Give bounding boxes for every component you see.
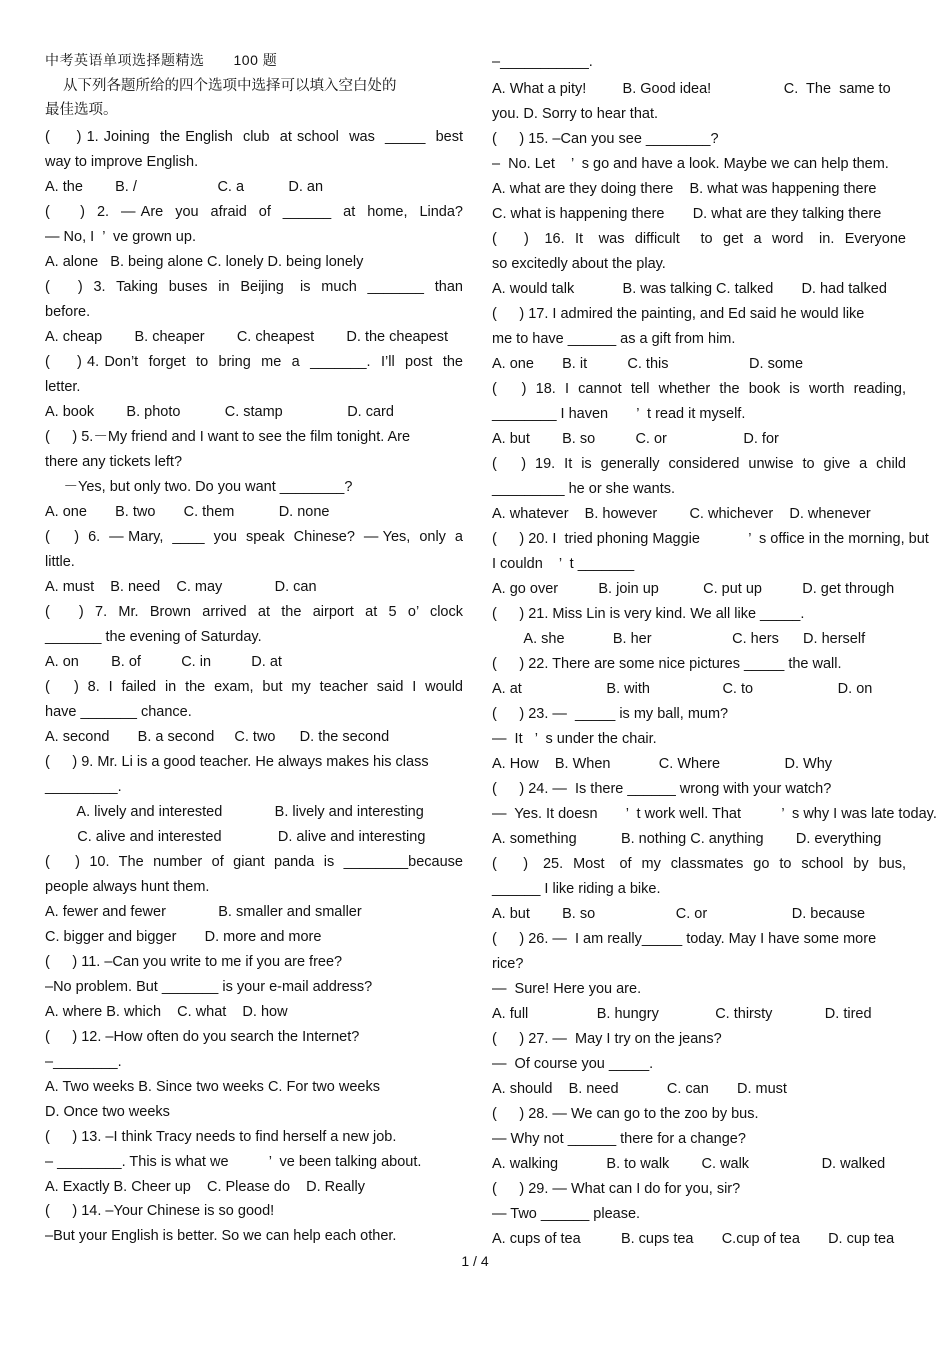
text-line: ( ) 9. Mr. Li is a good teacher. He always makes his class [45,754,429,770]
text-line: ______ I like riding a bike. [492,881,661,897]
text-line: little. [45,554,75,570]
text-line: ( ) 13. –I think Tracy needs to find herself a new job. [45,1129,397,1145]
text-line: A. Two weeks B. Since two weeks C. For two weeks [45,1079,380,1095]
text-line: A. at B. with C. to D. on [492,681,873,697]
text-line: I couldn ’ t _______ [492,556,635,572]
text-line: A. full B. hungry C. thirsty D. tired [492,1006,872,1022]
text-line: — Yes. It doesn ’ t work well. That ’ s why I was late today. [492,806,937,822]
text-line: A. How B. When C. Where D. Why [492,756,833,772]
text-line: ( ) 10. The number of giant panda is ________because [45,854,463,870]
text-line: A. alone B. being alone C. lonely D. being lonely [45,254,364,270]
text-line: — Why not ______ there for a change? [492,1131,746,1147]
text-line: –But your English is better. So we can help each other. [45,1228,397,1244]
text-line: have _______ chance. [45,704,192,720]
text-line: A. something B. nothing C. anything D. everything [492,831,882,847]
text-line: 最佳选项。 [45,102,118,118]
text-line: –________. [45,1054,122,1070]
text-line: A. What a pity! B. Good idea! C. The same to [492,81,891,97]
text-line: _________. [45,779,122,795]
text-line: ( ) 4. Don’t forget to bring me a _______. I’ll post the [45,354,463,370]
text-line: ( ) 8. I failed in the exam, but my teacher said I would [45,679,463,695]
page-number: 1 / 4 [461,1253,489,1269]
text-line: A. second B. a second C. two D. the second [45,729,390,745]
text-line: ( ) 14. –Your Chinese is so good! [45,1203,275,1219]
text-line: A. would talk B. was talking C. talked D. had talked [492,281,887,297]
text-line: A. should B. need C. can D. must [492,1081,787,1097]
text-line: －Yes, but only two. Do you want ________? [45,479,353,495]
text-line: A. cups of tea B. cups tea C.cup of tea D. cup tea [492,1231,895,1247]
text-line: letter. [45,379,81,395]
text-line: ( ) 3. Taking buses in Beijing is much _______ than [45,279,463,295]
text-line: ( ) 26. — I am really_____ today. May I have some more [492,931,877,947]
text-line: _______ the evening of Saturday. [45,629,262,645]
text-line: ( ) 27. — May I try on the jeans? [492,1031,722,1047]
text-line: — It ’ s under the chair. [492,731,657,747]
text-line: A. whatever B. however C. whichever D. whenever [492,506,871,522]
text-line: A. what are they doing there B. what was happening there [492,181,877,197]
text-line: ( ) 16. It was difficult to get a word in. Everyone [492,231,906,247]
text-line: – ________. This is what we ’ ve been talking about. [45,1154,422,1170]
text-line: 中考英语单项选择题精选 100 题 [45,52,278,68]
text-line: you. D. Sorry to hear that. [492,106,659,122]
text-line: A. Exactly B. Cheer up C. Please do D. Really [45,1179,365,1195]
text-line: ( ) 29. — What can I do for you, sir? [492,1181,741,1197]
text-line: A. must B. need C. may D. can [45,579,317,595]
text-line: — Of course you _____. [492,1056,654,1072]
text-line: rice? [492,956,524,972]
text-line: A. walking B. to walk C. walk D. walked [492,1156,886,1172]
text-line: ( ) 25. Most of my classmates go to school by bus, [492,856,906,872]
text-line: A. the B. / C. a D. an [45,179,324,195]
text-line: A. one B. it C. this D. some [492,356,804,372]
text-line: A. book B. photo C. stamp D. card [45,404,394,420]
text-line: ( ) 12. –How often do you search the Internet? [45,1029,360,1045]
text-line: D. Once two weeks [45,1104,170,1120]
text-line: A. on B. of C. in D. at [45,654,282,670]
text-line: A. go over B. join up C. put up D. get through [492,581,895,597]
text-line: –No problem. But _______ is your e-mail address? [45,979,373,995]
text-line: ( ) 24. — Is there ______ wrong with your watch? [492,781,832,797]
text-line: ________ I haven ’ t read it myself. [492,406,746,422]
text-line: ( ) 11. –Can you write to me if you are free? [45,954,343,970]
text-line: ( ) 23. — _____ is my ball, mum? [492,706,729,722]
text-line: C. alive and interested D. alive and interesting [45,829,426,845]
text-line: A. but B. so C. or D. because [492,906,866,922]
text-line: ( ) 18. I cannot tell whether the book is worth reading, [492,381,906,397]
text-line: ( ) 19. It is generally considered unwise to give a child [492,456,906,472]
text-line: ( ) 21. Miss Lin is very kind. We all like _____. [492,606,805,622]
text-line: A. where B. which C. what D. how [45,1004,288,1020]
text-line: ( ) 1. Joining the English club at school was _____ best [45,129,463,145]
text-line: A. one B. two C. them D. none [45,504,330,520]
text-line: – No. Let ’ s go and have a look. Maybe we can help them. [492,156,889,172]
text-line: A. cheap B. cheaper C. cheapest D. the cheapest [45,329,448,345]
text-line: ( ) 7. Mr. Brown arrived at the airport at 5 o’ clock [45,604,463,620]
text-line: ( ) 5.－My friend and I want to see the film tonight. Are [45,429,411,445]
text-line: way to improve English. [45,154,199,170]
text-line: ( ) 6. — Mary, ____ you speak Chinese? — Yes, only a [45,529,463,545]
text-line: ( ) 20. I tried phoning Maggie ’ s office in the morning, but [492,531,929,547]
text-line: A. lively and interested B. lively and interesting [45,804,424,820]
text-line: — No, I ’ ve grown up. [45,229,196,245]
text-line: — Sure! Here you are. [492,981,642,997]
text-line: –___________. [492,54,593,70]
text-line: before. [45,304,91,320]
text-line: ( ) 22. There are some nice pictures _____ the wall. [492,656,842,672]
text-line: — Two ______ please. [492,1206,641,1222]
text-line: ( ) 17. I admired the painting, and Ed said he would like [492,306,865,322]
text-line: ( ) 2. — Are you afraid of ______ at home, Linda? [45,204,463,220]
text-line: me to have ______ as a gift from him. [492,331,736,347]
text-line: people always hunt them. [45,879,210,895]
text-line: C. bigger and bigger D. more and more [45,929,322,945]
text-line: A. but B. so C. or D. for [492,431,779,447]
text-line: C. what is happening there D. what are they talking there [492,206,882,222]
text-line: _________ he or she wants. [492,481,675,497]
text-line: A. she B. her C. hers D. herself [492,631,866,647]
text-line: ( ) 28. — We can go to the zoo by bus. [492,1106,759,1122]
text-line: there any tickets left? [45,454,183,470]
text-line: A. fewer and fewer B. smaller and smaller [45,904,362,920]
text-line: so excitedly about the play. [492,256,666,272]
text-line: ( ) 15. –Can you see ________? [492,131,719,147]
text-line: 从下列各题所给的四个选项中选择可以填入空白处的 [63,78,397,94]
